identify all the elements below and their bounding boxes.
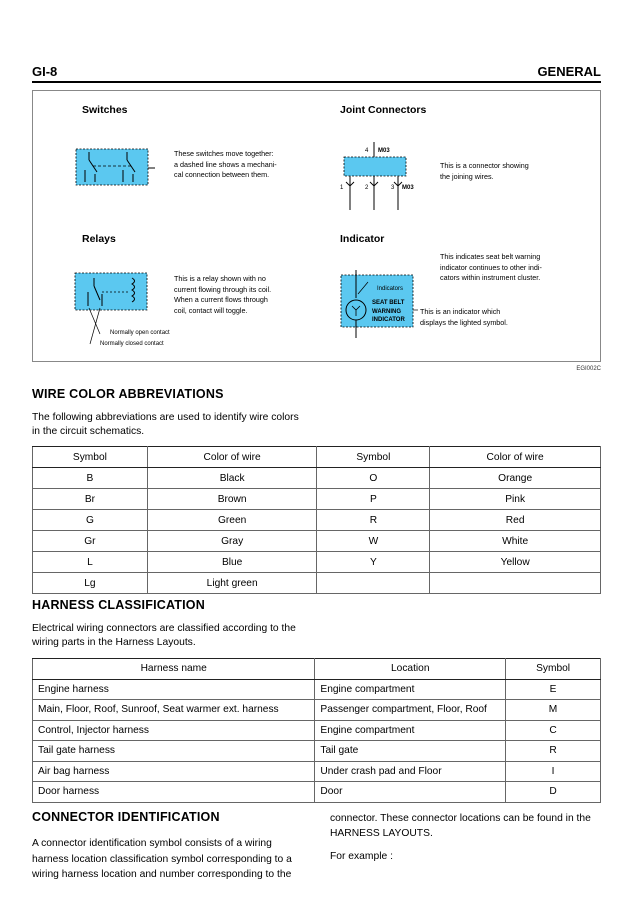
caption-line: a dashed line shows a mechani- <box>174 159 277 169</box>
table-cell: Tail gate <box>315 741 506 762</box>
warning-line: WARNING <box>372 308 401 315</box>
joint-connectors-title: Joint Connectors <box>340 104 427 116</box>
warning-label <box>372 299 405 325</box>
header-rule <box>32 81 601 83</box>
table-cell: White <box>430 531 601 552</box>
table-cell: O <box>317 468 430 489</box>
indicator-caption-side <box>420 307 508 328</box>
wire-section-title: WIRE COLOR ABBREVIATIONS <box>32 387 224 401</box>
table-cell: Engine compartment <box>315 720 506 741</box>
caption-line: current flowing through its coil. <box>174 284 272 294</box>
table-cell: M <box>506 700 601 721</box>
table-cell: Light green <box>147 573 317 594</box>
table-row <box>33 679 601 700</box>
table-row <box>33 761 601 782</box>
column-header: Symbol <box>33 447 148 468</box>
switches-title: Switches <box>82 104 128 116</box>
table-cell <box>430 573 601 594</box>
joint-code-bottom: M03 <box>402 185 414 191</box>
table-cell: D <box>506 782 601 803</box>
connector-section-title: CONNECTOR IDENTIFICATION <box>32 810 220 824</box>
intro-line: Electrical wiring connectors are classified according to the <box>32 623 296 634</box>
table-row <box>33 489 601 510</box>
table-row <box>33 700 601 721</box>
table-cell: L <box>33 552 148 573</box>
table-cell: Blue <box>147 552 317 573</box>
relays-title: Relays <box>82 233 116 245</box>
table-cell: Air bag harness <box>33 761 315 782</box>
table-cell: Red <box>430 510 601 531</box>
table-cell: Br <box>33 489 148 510</box>
caption-line: the joining wires. <box>440 171 494 181</box>
warning-line: SEAT BELT <box>372 300 405 306</box>
column-header: Symbol <box>506 659 601 680</box>
table-row <box>33 782 601 803</box>
caption-line: This is an indicator which <box>420 307 501 316</box>
table-cell: Gr <box>33 531 148 552</box>
joint-pin-2: 2 <box>365 185 369 191</box>
table-cell: B <box>33 468 148 489</box>
caption-line: This indicates seat belt warning <box>440 252 541 261</box>
table-row <box>33 741 601 762</box>
text-line: A connector identification symbol consists of a wiring <box>32 838 272 849</box>
table-cell: Green <box>147 510 317 531</box>
table-header-row <box>33 659 601 680</box>
table-cell: Yellow <box>430 552 601 573</box>
table-cell: Pink <box>430 489 601 510</box>
table-row <box>33 552 601 573</box>
harness-table <box>32 658 601 803</box>
example-label: For example : <box>330 851 393 862</box>
caption-line: When a current flows through <box>174 295 268 304</box>
wire-intro <box>32 411 299 439</box>
connector-right-text <box>330 811 591 841</box>
page-code: GI-8 <box>32 64 58 79</box>
intro-line: The following abbreviations are used to identify wire colors <box>32 412 299 423</box>
table-cell: Door harness <box>33 782 315 803</box>
table-cell: Passenger compartment, Floor, Roof <box>315 700 506 721</box>
table-cell <box>317 573 430 594</box>
column-header: Harness name <box>33 659 315 680</box>
table-cell: Tail gate harness <box>33 741 315 762</box>
table-cell: Y <box>317 552 430 573</box>
text-line: connector. These connector locations can be found in the <box>330 813 591 824</box>
text-line: wiring harness location and number corresponding to the <box>32 869 292 880</box>
table-cell: Engine harness <box>33 679 315 700</box>
table-cell: P <box>317 489 430 510</box>
joint-code-top: M03 <box>378 148 390 154</box>
caption-line: These switches move together: <box>174 149 274 158</box>
normally-closed-label: Normally closed contact <box>100 341 164 347</box>
table-cell: I <box>506 761 601 782</box>
table-cell: Black <box>147 468 317 489</box>
relays-caption <box>174 274 271 316</box>
caption-line: cators within instrument cluster. <box>440 273 541 282</box>
intro-line: wiring parts in the Harness Layouts. <box>32 637 196 648</box>
caption-line: coil, contact will toggle. <box>174 305 248 315</box>
caption-line: displays the lighted symbol. <box>420 317 508 327</box>
intro-line: in the circuit schematics. <box>32 426 145 437</box>
joint-pin-top: 4 <box>365 148 369 154</box>
text-line: harness location classification symbol corresponding to a <box>32 853 292 865</box>
column-header: Symbol <box>317 447 430 468</box>
table-cell: C <box>506 720 601 741</box>
switches-diagram <box>75 148 157 188</box>
table-row <box>33 573 601 594</box>
table-cell: Orange <box>430 468 601 489</box>
caption-line: This is a relay shown with no <box>174 274 266 283</box>
indicators-label: Indicators <box>377 286 404 292</box>
wire-color-table <box>32 446 601 594</box>
table-cell: Brown <box>147 489 317 510</box>
table-cell: Under crash pad and Floor <box>315 761 506 782</box>
switches-caption <box>174 149 277 181</box>
normally-open-label: Normally open contact <box>110 330 170 336</box>
table-cell: Gray <box>147 531 317 552</box>
column-header: Color of wire <box>430 447 601 468</box>
column-header: Location <box>315 659 506 680</box>
indicator-caption-top <box>440 252 542 284</box>
harness-section-title: HARNESS CLASSIFICATION <box>32 598 205 612</box>
table-row <box>33 510 601 531</box>
table-cell: W <box>317 531 430 552</box>
joint-pin-1: 1 <box>340 185 344 191</box>
caption-line: cal connection between them. <box>174 170 270 179</box>
table-cell: E <box>506 679 601 700</box>
text-line: HARNESS LAYOUTS. <box>330 828 433 839</box>
harness-intro <box>32 622 296 650</box>
caption-line: This is a connector showing <box>440 161 529 170</box>
table-cell: Door <box>315 782 506 803</box>
column-header: Color of wire <box>147 447 317 468</box>
table-cell: Lg <box>33 573 148 594</box>
connector-left-text <box>32 836 292 883</box>
table-cell: Main, Floor, Roof, Sunroof, Seat warmer ext. harness <box>33 700 315 721</box>
relay-diagram <box>72 270 152 350</box>
table-cell: Control, Injector harness <box>33 720 315 741</box>
figure-code: EGI002C <box>576 366 601 372</box>
table-row <box>33 468 601 489</box>
table-row <box>33 720 601 741</box>
table-header-row <box>33 447 601 468</box>
table-cell: R <box>506 741 601 762</box>
warning-line: INDICATOR <box>372 317 405 323</box>
table-cell: G <box>33 510 148 531</box>
joint-caption <box>440 161 529 182</box>
section-title: GENERAL <box>537 64 601 79</box>
indicator-title: Indicator <box>340 233 385 245</box>
joint-pin-3: 3 <box>391 185 395 191</box>
table-cell: R <box>317 510 430 531</box>
table-row <box>33 531 601 552</box>
caption-line: indicator continues to other indi- <box>440 262 542 272</box>
table-cell: Engine compartment <box>315 679 506 700</box>
